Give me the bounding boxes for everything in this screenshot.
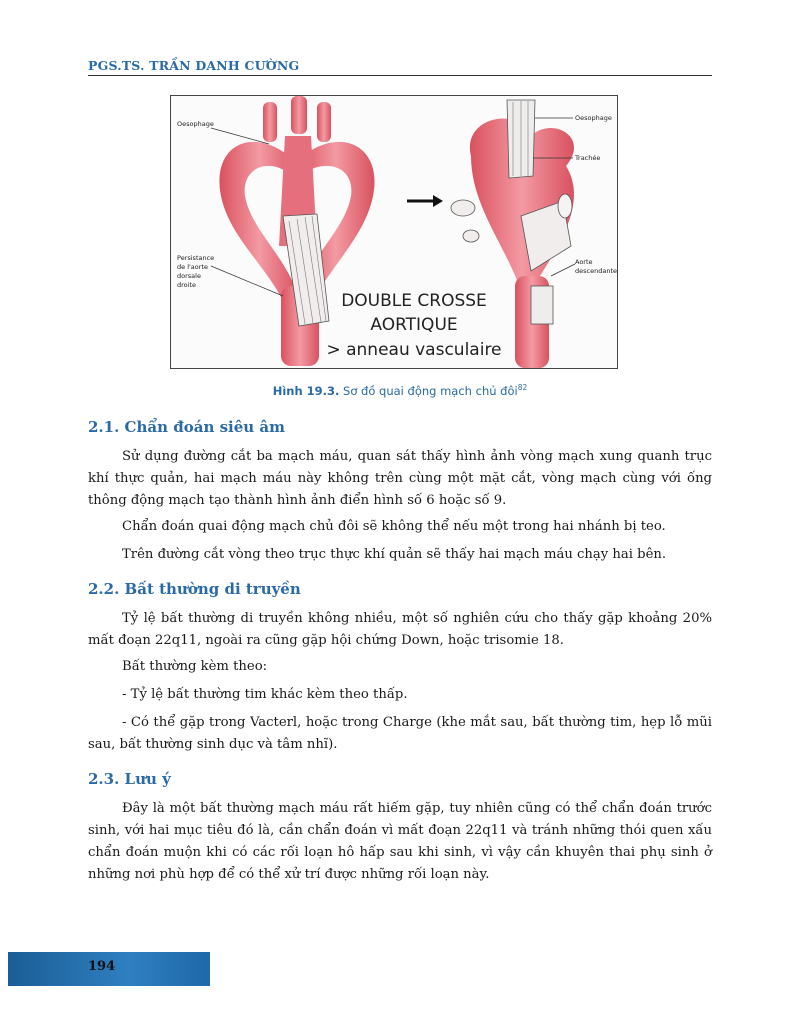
label-persistance-4: droite	[177, 281, 196, 289]
label-persistance-3: dorsale	[177, 272, 201, 280]
heading-section-2-2: 2.2. Bất thường di truyền	[88, 580, 301, 598]
left-arch-diagram	[211, 96, 374, 366]
figure-double-aortic-arch	[170, 95, 618, 369]
figure-illustration	[171, 96, 617, 368]
label-aorte-2: descendante	[575, 267, 617, 275]
heading-section-2-1: 2.1. Chẩn đoán siêu âm	[88, 418, 285, 436]
list-item: - Tỷ lệ bất thường tim khác kèm theo thấp.	[122, 687, 408, 702]
right-arch-diagram	[451, 100, 575, 368]
paragraph: Sử dụng đường cắt ba mạch máu, quan sát thấy hình ảnh vòng mạch xung quanh trục khí thực quản, hai mạch máu này không trên cùng một mặt cắt, vòng mạch cùng với ống thông động mạch tạo thành hình ảnh điển hình số 6 hoặc số 9.	[88, 449, 712, 508]
label-oesophage-left: Oesophage	[177, 120, 214, 128]
paragraph: Bất thường kèm theo:	[122, 659, 268, 674]
label-persistance-2: de l'aorte	[177, 263, 208, 271]
figure-title-line-1: DOUBLE CROSSE	[341, 291, 487, 311]
label-aorte-1: Aorte	[575, 258, 593, 266]
caption-text: Sơ đồ quai động mạch chủ đôi	[339, 383, 518, 398]
arrow-icon	[407, 195, 443, 207]
label-trachee: Trachée	[575, 154, 601, 162]
running-header-author: PGS.TS. TRẦN DANH CƯỜNG	[88, 58, 300, 73]
page-number: 194	[88, 959, 116, 974]
caption-reference: 82	[517, 383, 528, 392]
heading-section-2-3: 2.3. Lưu ý	[88, 770, 171, 788]
list-item: - Có thể gặp trong Vacterl, hoặc trong Charge (khe mắt sau, bất thường tim, hẹp lỗ mũi sau, bất thường sinh dục và tâm nhĩ).	[88, 715, 712, 752]
paragraph: Đây là một bất thường mạch máu rất hiếm gặp, tuy nhiên cũng có thể chẩn đoán trước sinh, với hai mục tiêu đó là, cần chẩn đoán vì mất đoạn 22q11 và tránh những thói quen xấu chẩn đoán muộn khi có các rối loạn hô hấp sau khi sinh, vì vậy cần khuyên thai phụ sinh ở những nơi phù hợp để có thể xử trí được những rối loạn này.	[88, 801, 712, 882]
label-oesophage-right: Oesophage	[575, 114, 612, 122]
paragraph: Chẩn đoán quai động mạch chủ đôi sẽ không thể nếu một trong hai nhánh bị teo.	[122, 519, 666, 534]
figure-caption	[0, 383, 800, 398]
paragraph: Tỷ lệ bất thường di truyền không nhiều, một số nghiên cứu cho thấy gặp khoảng 20% mất đoạn 22q11, ngoài ra cũng gặp hội chứng Down, hoặc trisomie 18.	[88, 611, 712, 648]
header-rule	[88, 75, 712, 76]
paragraph: Trên đường cắt vòng theo trục thực khí quản sẽ thấy hai mạch máu chạy hai bên.	[122, 547, 667, 562]
figure-title-line-3: > anneau vasculaire	[326, 340, 502, 360]
label-persistance-1: Persistance	[177, 254, 215, 262]
caption-label: Hình 19.3.	[272, 383, 340, 398]
figure-title-line-2: AORTIQUE	[370, 315, 458, 335]
